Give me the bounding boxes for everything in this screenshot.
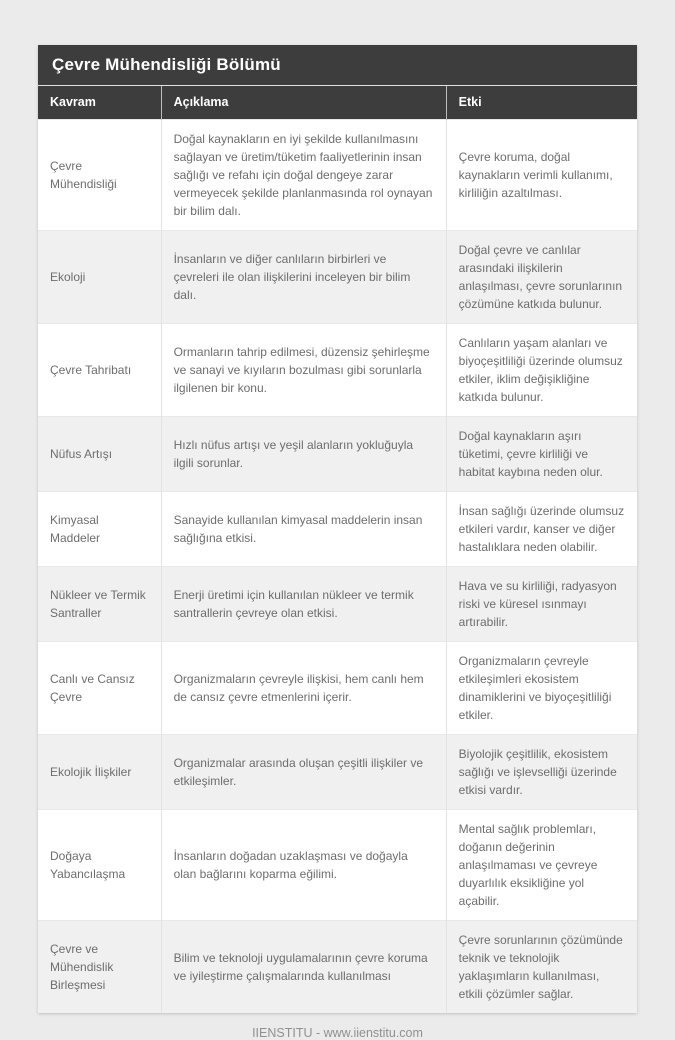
cell-etki: Çevre koruma, doğal kaynakların verimli kullanımı, kirliliğin azaltılması. bbox=[446, 119, 637, 230]
table-row bbox=[38, 809, 637, 920]
table-body bbox=[38, 119, 637, 1013]
cell-aciklama: Sanayide kullanılan kimyasal maddelerin insan sağlığına etkisi. bbox=[161, 491, 446, 566]
cell-aciklama: Hızlı nüfus artışı ve yeşil alanların yokluğuyla ilgili sorunlar. bbox=[161, 416, 446, 491]
cell-etki: Canlıların yaşam alanları ve biyoçeşitliliği üzerinde olumsuz etkiler, iklim değişikliğine katkıda bulunur. bbox=[446, 323, 637, 416]
table-row bbox=[38, 920, 637, 1013]
cell-etki: Çevre sorunlarının çözümünde teknik ve teknolojik yaklaşımların kullanılması, etkili çözümler sağlar. bbox=[446, 920, 637, 1013]
cell-kavram: Nükleer ve Termik Santraller bbox=[38, 566, 161, 641]
footer-credit: IIENSTITU - www.iienstitu.com bbox=[252, 1025, 423, 1040]
table-row bbox=[38, 230, 637, 323]
table-row bbox=[38, 416, 637, 491]
column-header-etki: Etki bbox=[446, 86, 637, 120]
table-row bbox=[38, 566, 637, 641]
cell-etki: İnsan sağlığı üzerinde olumsuz etkileri vardır, kanser ve diğer hastalıklara neden olabilir. bbox=[446, 491, 637, 566]
cell-kavram: Doğaya Yabancılaşma bbox=[38, 809, 161, 920]
cell-aciklama: İnsanların ve diğer canlıların birbirleri ve çevreleri ile olan ilişkilerini inceleyen bir bilim dalı. bbox=[161, 230, 446, 323]
table-row bbox=[38, 734, 637, 809]
column-header-aciklama: Açıklama bbox=[161, 86, 446, 120]
table-row bbox=[38, 491, 637, 566]
cell-kavram: Çevre Tahribatı bbox=[38, 323, 161, 416]
cell-aciklama: Enerji üretimi için kullanılan nükleer ve termik santrallerin çevreye olan etkisi. bbox=[161, 566, 446, 641]
cell-etki: Hava ve su kirliliği, radyasyon riski ve küresel ısınmayı artırabilir. bbox=[446, 566, 637, 641]
table-row bbox=[38, 119, 637, 230]
cell-kavram: Çevre ve Mühendislik Birleşmesi bbox=[38, 920, 161, 1013]
table-row bbox=[38, 323, 637, 416]
cell-kavram: Ekolojik İlişkiler bbox=[38, 734, 161, 809]
cell-aciklama: Organizmaların çevreyle ilişkisi, hem canlı hem de cansız çevre etmenlerini içerir. bbox=[161, 641, 446, 734]
table-row bbox=[38, 641, 637, 734]
cell-etki: Mental sağlık problemları, doğanın değerinin anlaşılmaması ve çevreye duyarlılık eksikliğine yol açabilir. bbox=[446, 809, 637, 920]
concepts-table bbox=[38, 85, 637, 1013]
cell-etki: Doğal kaynakların aşırı tüketimi, çevre kirliliği ve habitat kaybına neden olur. bbox=[446, 416, 637, 491]
cell-etki: Doğal çevre ve canlılar arasındaki ilişkilerin anlaşılması, çevre sorunlarının çözümüne katkıda bulunur. bbox=[446, 230, 637, 323]
cell-aciklama: Bilim ve teknoloji uygulamalarının çevre koruma ve iyileştirme çalışmalarında kullanılması bbox=[161, 920, 446, 1013]
table-header-row bbox=[38, 86, 637, 120]
content-card bbox=[38, 45, 637, 1013]
cell-kavram: Nüfus Artışı bbox=[38, 416, 161, 491]
cell-kavram: Canlı ve Cansız Çevre bbox=[38, 641, 161, 734]
page bbox=[0, 45, 675, 1040]
column-header-kavram: Kavram bbox=[38, 86, 161, 120]
page-title: Çevre Mühendisliği Bölümü bbox=[38, 45, 637, 85]
cell-aciklama: Organizmalar arasında oluşan çeşitli ilişkiler ve etkileşimler. bbox=[161, 734, 446, 809]
cell-aciklama: Doğal kaynakların en iyi şekilde kullanılmasını sağlayan ve üretim/tüketim faaliyetlerinin insan sağlığı ve refahı için doğal dengeye zarar vermeyecek şekilde planlanmasında rol oynayan bir bilim dalı. bbox=[161, 119, 446, 230]
cell-kavram: Kimyasal Maddeler bbox=[38, 491, 161, 566]
cell-etki: Biyolojik çeşitlilik, ekosistem sağlığı ve işlevselliği üzerinde etkisi vardır. bbox=[446, 734, 637, 809]
cell-aciklama: Ormanların tahrip edilmesi, düzensiz şehirleşme ve sanayi ve kıyıların bozulması gibi sorunlarla ilgilenen bir konu. bbox=[161, 323, 446, 416]
cell-aciklama: İnsanların doğadan uzaklaşması ve doğayla olan bağlarını koparma eğilimi. bbox=[161, 809, 446, 920]
cell-kavram: Ekoloji bbox=[38, 230, 161, 323]
cell-etki: Organizmaların çevreyle etkileşimleri ekosistem dinamiklerini ve biyoçeşitliliği etkiler. bbox=[446, 641, 637, 734]
cell-kavram: Çevre Mühendisliği bbox=[38, 119, 161, 230]
